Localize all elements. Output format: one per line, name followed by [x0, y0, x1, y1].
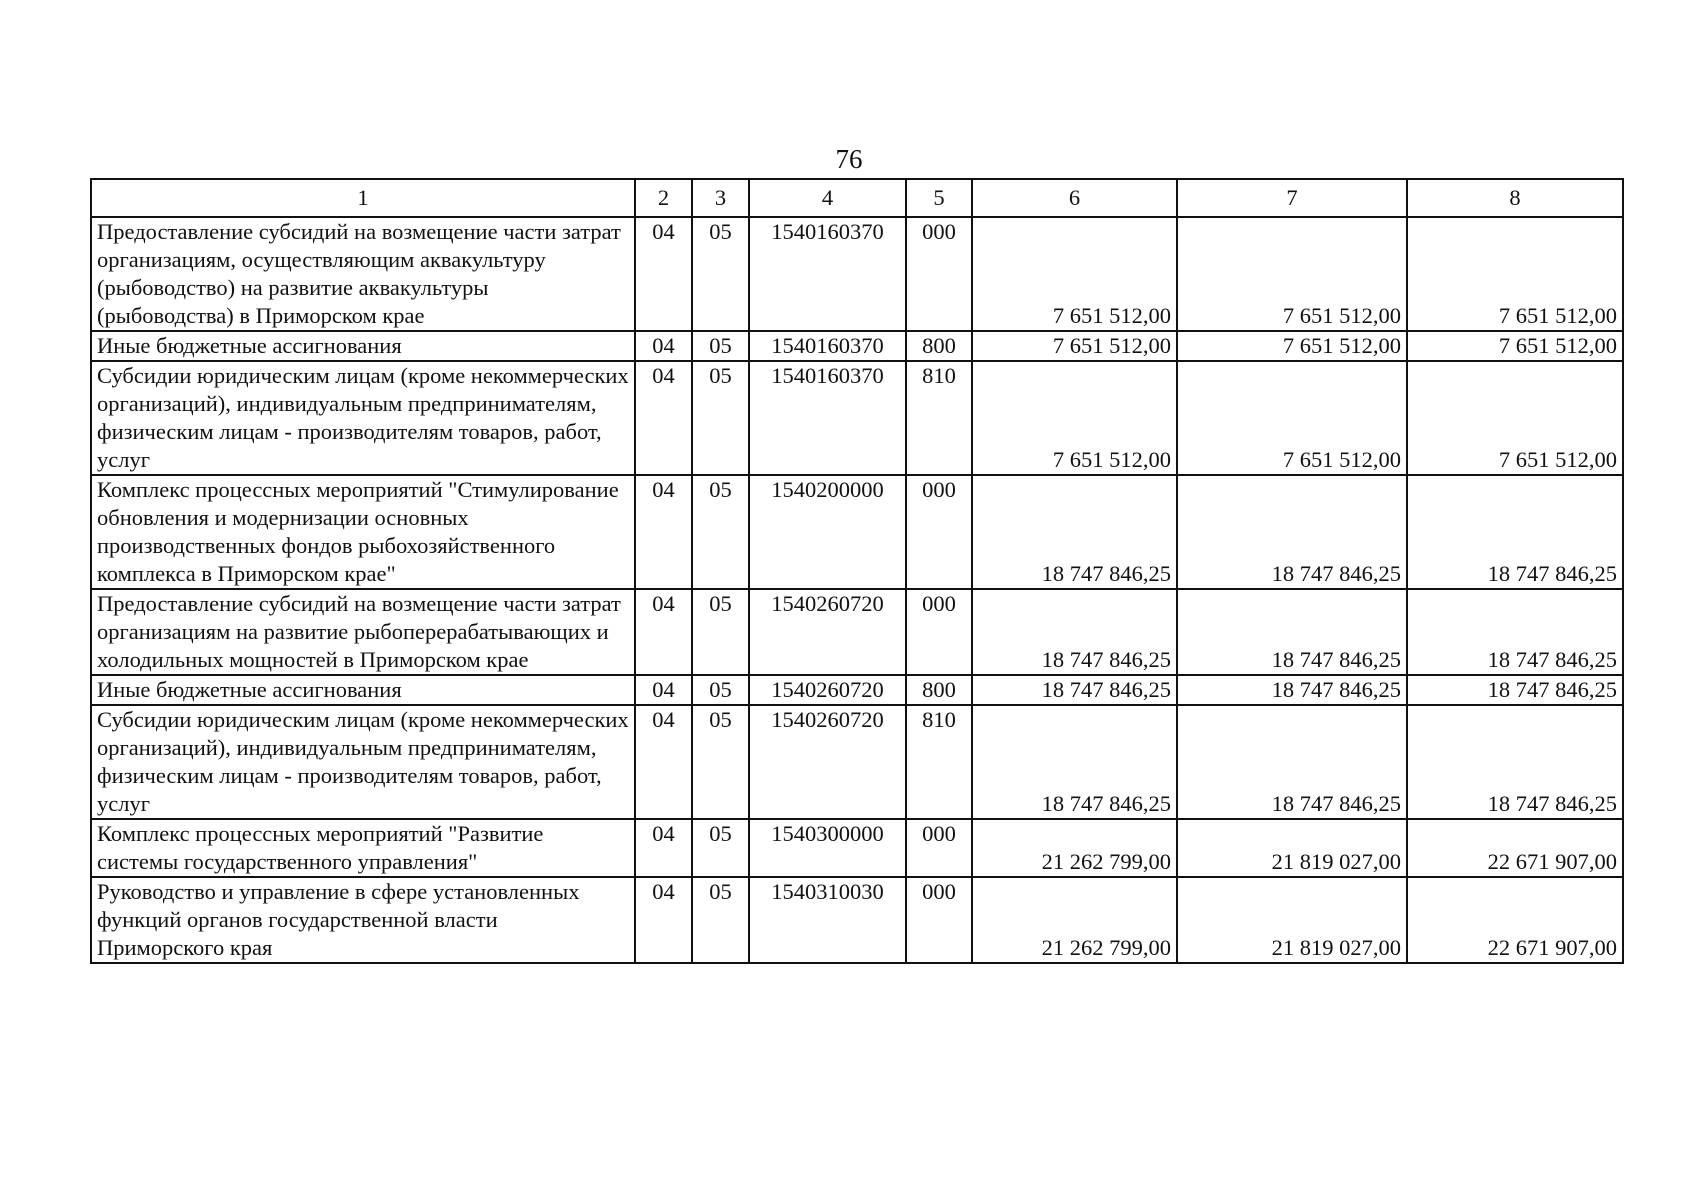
subsection-code: 05	[692, 877, 749, 963]
target-item-code: 1540160370	[749, 331, 906, 361]
table-body	[91, 217, 1623, 963]
amount-col-6: 7 651 512,00	[972, 361, 1177, 475]
row-name: Комплекс процессных мероприятий "Развитие системы государственного управления"	[91, 819, 635, 877]
amount-col-7: 7 651 512,00	[1177, 217, 1407, 331]
amount-col-6: 18 747 846,25	[972, 589, 1177, 675]
target-item-code: 1540260720	[749, 589, 906, 675]
table-row	[91, 589, 1623, 675]
budget-table	[90, 178, 1624, 964]
amount-col-7: 18 747 846,25	[1177, 475, 1407, 589]
header-col-6: 6	[972, 179, 1177, 217]
header-col-2: 2	[635, 179, 692, 217]
target-item-code: 1540260720	[749, 675, 906, 705]
subsection-code: 05	[692, 589, 749, 675]
subsection-code: 05	[692, 217, 749, 331]
table-row	[91, 331, 1623, 361]
table-row	[91, 819, 1623, 877]
subsection-code: 05	[692, 475, 749, 589]
amount-col-7: 7 651 512,00	[1177, 331, 1407, 361]
header-col-3: 3	[692, 179, 749, 217]
amount-col-6: 18 747 846,25	[972, 475, 1177, 589]
table-row	[91, 675, 1623, 705]
expense-type-code: 810	[906, 705, 972, 819]
row-name: Иные бюджетные ассигнования	[91, 331, 635, 361]
subsection-code: 05	[692, 361, 749, 475]
subsection-code: 05	[692, 675, 749, 705]
table-row	[91, 361, 1623, 475]
amount-col-8: 18 747 846,25	[1407, 675, 1623, 705]
section-code: 04	[635, 705, 692, 819]
expense-type-code: 000	[906, 475, 972, 589]
subsection-code: 05	[692, 705, 749, 819]
expense-type-code: 810	[906, 361, 972, 475]
amount-col-6: 18 747 846,25	[972, 705, 1177, 819]
row-name: Субсидии юридическим лицам (кроме некоммерческих организаций), индивидуальным предпринимателям, физическим лицам - производителям товаров, работ, услуг	[91, 361, 635, 475]
table-row	[91, 217, 1623, 331]
target-item-code: 1540260720	[749, 705, 906, 819]
section-code: 04	[635, 361, 692, 475]
section-code: 04	[635, 877, 692, 963]
section-code: 04	[635, 217, 692, 331]
row-name: Иные бюджетные ассигнования	[91, 675, 635, 705]
header-col-5: 5	[906, 179, 972, 217]
amount-col-6: 7 651 512,00	[972, 331, 1177, 361]
section-code: 04	[635, 331, 692, 361]
header-col-7: 7	[1177, 179, 1407, 217]
amount-col-8: 18 747 846,25	[1407, 589, 1623, 675]
subsection-code: 05	[692, 819, 749, 877]
subsection-code: 05	[692, 331, 749, 361]
row-name: Предоставление субсидий на возмещение части затрат организациям, осуществляющим аквакультуру (рыбоводство) на развитие аквакультуры (рыбоводства) в Приморском крае	[91, 217, 635, 331]
expense-type-code: 800	[906, 675, 972, 705]
amount-col-7: 18 747 846,25	[1177, 675, 1407, 705]
header-row	[91, 179, 1623, 217]
amount-col-7: 18 747 846,25	[1177, 589, 1407, 675]
page-number: 76	[835, 144, 863, 174]
table-row	[91, 475, 1623, 589]
amount-col-6: 21 262 799,00	[972, 877, 1177, 963]
amount-col-8: 22 671 907,00	[1407, 819, 1623, 877]
expense-type-code: 000	[906, 877, 972, 963]
amount-col-6: 21 262 799,00	[972, 819, 1177, 877]
expense-type-code: 800	[906, 331, 972, 361]
expense-type-code: 000	[906, 217, 972, 331]
amount-col-8: 7 651 512,00	[1407, 217, 1623, 331]
amount-col-8: 22 671 907,00	[1407, 877, 1623, 963]
row-name: Комплекс процессных мероприятий "Стимулирование обновления и модернизации основных производственных фондов рыбохозяйственного комплекса в Приморском крае"	[91, 475, 635, 589]
amount-col-7: 21 819 027,00	[1177, 877, 1407, 963]
amount-col-8: 7 651 512,00	[1407, 331, 1623, 361]
section-code: 04	[635, 589, 692, 675]
amount-col-7: 18 747 846,25	[1177, 705, 1407, 819]
expense-type-code: 000	[906, 589, 972, 675]
amount-col-8: 18 747 846,25	[1407, 705, 1623, 819]
table-header	[91, 179, 1623, 217]
amount-col-7: 21 819 027,00	[1177, 819, 1407, 877]
target-item-code: 1540200000	[749, 475, 906, 589]
expense-type-code: 000	[906, 819, 972, 877]
amount-col-8: 7 651 512,00	[1407, 361, 1623, 475]
header-col-1: 1	[91, 179, 635, 217]
row-name: Предоставление субсидий на возмещение части затрат организациям на развитие рыбоперерабатывающих и холодильных мощностей в Приморском крае	[91, 589, 635, 675]
row-name: Руководство и управление в сфере установленных функций органов государственной власти Приморского края	[91, 877, 635, 963]
row-name: Субсидии юридическим лицам (кроме некоммерческих организаций), индивидуальным предпринимателям, физическим лицам - производителям товаров, работ, услуг	[91, 705, 635, 819]
table-row	[91, 877, 1623, 963]
header-col-4: 4	[749, 179, 906, 217]
amount-col-6: 18 747 846,25	[972, 675, 1177, 705]
target-item-code: 1540160370	[749, 217, 906, 331]
amount-col-7: 7 651 512,00	[1177, 361, 1407, 475]
section-code: 04	[635, 675, 692, 705]
target-item-code: 1540310030	[749, 877, 906, 963]
amount-col-6: 7 651 512,00	[972, 217, 1177, 331]
header-col-8: 8	[1407, 179, 1623, 217]
target-item-code: 1540300000	[749, 819, 906, 877]
amount-col-8: 18 747 846,25	[1407, 475, 1623, 589]
table-row	[91, 705, 1623, 819]
target-item-code: 1540160370	[749, 361, 906, 475]
section-code: 04	[635, 819, 692, 877]
section-code: 04	[635, 475, 692, 589]
